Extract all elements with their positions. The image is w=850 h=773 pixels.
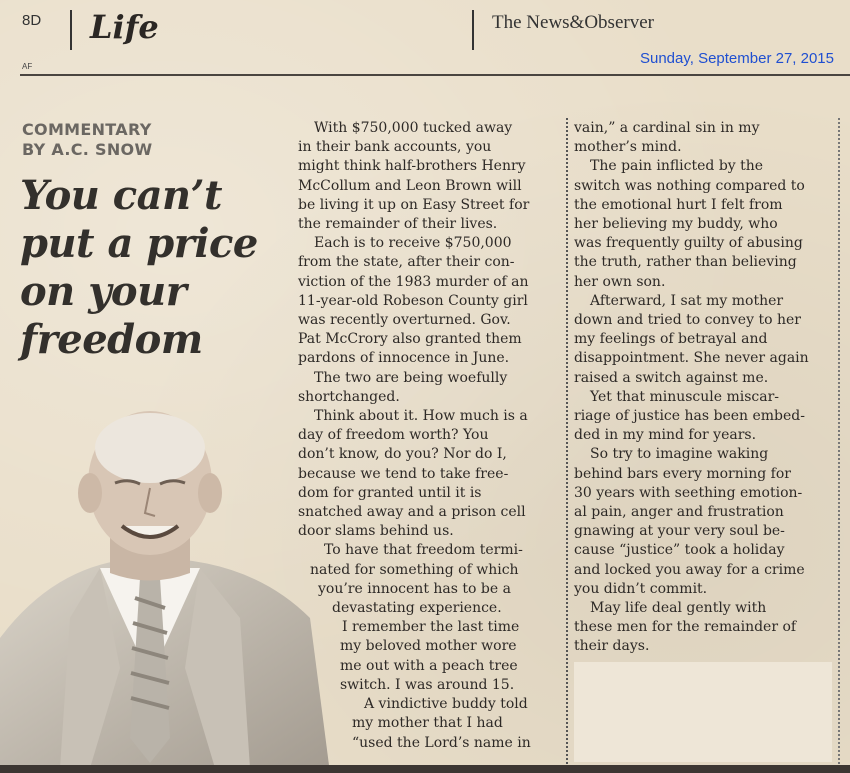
bleed-through-texture bbox=[180, 8, 190, 43]
masthead-logo: The News&Observer bbox=[492, 12, 654, 33]
article-line: me out with a peach tree bbox=[340, 657, 518, 674]
article-line: her own son. bbox=[574, 273, 666, 290]
article-line: ded in my mind for years. bbox=[574, 427, 757, 444]
headline bbox=[20, 172, 290, 364]
article-line: vain,” a cardinal sin in my bbox=[574, 120, 760, 136]
article-line: cause “justice” took a holiday bbox=[574, 542, 785, 559]
article-line: be living it up on Easy Street for bbox=[298, 196, 530, 213]
article-line: 11-year-old Robeson County girl bbox=[298, 292, 528, 309]
article-line: Each is to receive $750,000 bbox=[314, 235, 512, 252]
article-line: The two are being woefully bbox=[314, 369, 508, 386]
article-line: May life deal gently with bbox=[590, 600, 767, 617]
article-line: you’re innocent has to be a bbox=[318, 580, 511, 597]
article-line: switch. I was around 15. bbox=[340, 676, 515, 693]
publication-date: Sunday, September 27, 2015 bbox=[639, 50, 834, 67]
article-line: al pain, anger and frustration bbox=[574, 504, 784, 521]
article-line: was frequently guilty of abusing bbox=[574, 235, 803, 252]
article-line: disappointment. She never again bbox=[574, 350, 809, 367]
article-line: don’t know, do you? Nor do I, bbox=[298, 446, 507, 463]
headline-line: freedom bbox=[20, 316, 203, 363]
article-line: because we tend to take free- bbox=[298, 465, 509, 482]
article-line: day of freedom worth? You bbox=[298, 427, 489, 444]
article-line: shortchanged. bbox=[298, 388, 400, 405]
portrait-photo-icon bbox=[0, 408, 330, 773]
column-divider bbox=[566, 118, 568, 768]
article-line: nated for something of which bbox=[310, 561, 519, 578]
headline-line: put a price bbox=[20, 220, 258, 267]
article-line: viction of the 1983 murder of an bbox=[298, 273, 529, 290]
headline-line: You can’t bbox=[20, 172, 223, 219]
article-line: from the state, after their con- bbox=[298, 254, 515, 271]
article-line: my beloved mother wore bbox=[340, 638, 517, 655]
header-rule bbox=[20, 74, 850, 76]
article-line: pardons of innocence in June. bbox=[298, 350, 510, 367]
article-line: Pat McCrory also granted them bbox=[298, 331, 522, 348]
article-line: you didn’t commit. bbox=[574, 580, 708, 597]
edition-code: AF bbox=[22, 62, 33, 71]
article-line: Afterward, I sat my mother bbox=[590, 292, 784, 309]
article-line: So try to imagine waking bbox=[590, 446, 769, 463]
blank-ad-space bbox=[574, 662, 832, 762]
page-bottom-edge bbox=[0, 765, 850, 773]
article-line: in their bank accounts, you bbox=[298, 139, 492, 156]
byline bbox=[22, 120, 152, 160]
article-line: To have that freedom termi- bbox=[324, 542, 523, 559]
article-line: 30 years with seething emotion- bbox=[574, 484, 803, 501]
article-line: gnawing at your very soul be- bbox=[574, 523, 785, 540]
article-line: riage of justice has been embed- bbox=[574, 408, 805, 425]
article-column-2 bbox=[574, 119, 836, 657]
article-line: my mother that I had bbox=[352, 715, 503, 732]
article-line: these men for the remainder of bbox=[574, 619, 797, 636]
page-number: 8D bbox=[22, 12, 42, 29]
article-line: With $750,000 tucked away bbox=[314, 120, 513, 136]
kicker-label: COMMENTARY bbox=[22, 120, 152, 139]
article-line: A vindictive buddy told bbox=[364, 696, 528, 713]
article-line: down and tried to convey to her bbox=[574, 312, 801, 329]
header-divider bbox=[70, 10, 72, 50]
article-line: devastating experience. bbox=[332, 600, 502, 617]
article-line: I remember the last time bbox=[342, 619, 520, 636]
article-line: my feelings of betrayal and bbox=[574, 331, 768, 348]
header-divider bbox=[472, 10, 474, 50]
article-line: was recently overturned. Gov. bbox=[298, 312, 511, 329]
headline-line: on your bbox=[20, 268, 187, 315]
article-line: behind bars every morning for bbox=[574, 465, 791, 482]
article-line: might think half-brothers Henry bbox=[298, 158, 526, 175]
article-line: the emotional hurt I felt from bbox=[574, 196, 783, 213]
article-line: McCollum and Leon Brown will bbox=[298, 177, 522, 194]
article-line: dom for granted until it is bbox=[298, 484, 482, 501]
article-line: their days. bbox=[574, 638, 650, 655]
section-title: Life bbox=[90, 8, 159, 46]
article-line: her believing my buddy, who bbox=[574, 216, 778, 233]
article-line: raised a switch against me. bbox=[574, 369, 769, 386]
column-divider bbox=[838, 118, 840, 768]
article-line: the truth, rather than believing bbox=[574, 254, 797, 271]
article-line: The pain inflicted by the bbox=[590, 158, 764, 175]
article-line: “used the Lord’s name in bbox=[352, 734, 531, 751]
article-column-1 bbox=[298, 119, 560, 753]
article-line: and locked you away for a crime bbox=[574, 561, 805, 578]
article-line: the remainder of their lives. bbox=[298, 216, 498, 233]
article-line: Yet that minuscule miscar- bbox=[590, 388, 780, 405]
article-line: switch was nothing compared to bbox=[574, 177, 805, 194]
byline-author: BY A.C. SNOW bbox=[22, 140, 153, 159]
article-line: door slams behind us. bbox=[298, 523, 454, 540]
article-line: mother’s mind. bbox=[574, 139, 682, 156]
article-line: snatched away and a prison cell bbox=[298, 504, 526, 521]
article-line: Think about it. How much is a bbox=[314, 408, 528, 425]
